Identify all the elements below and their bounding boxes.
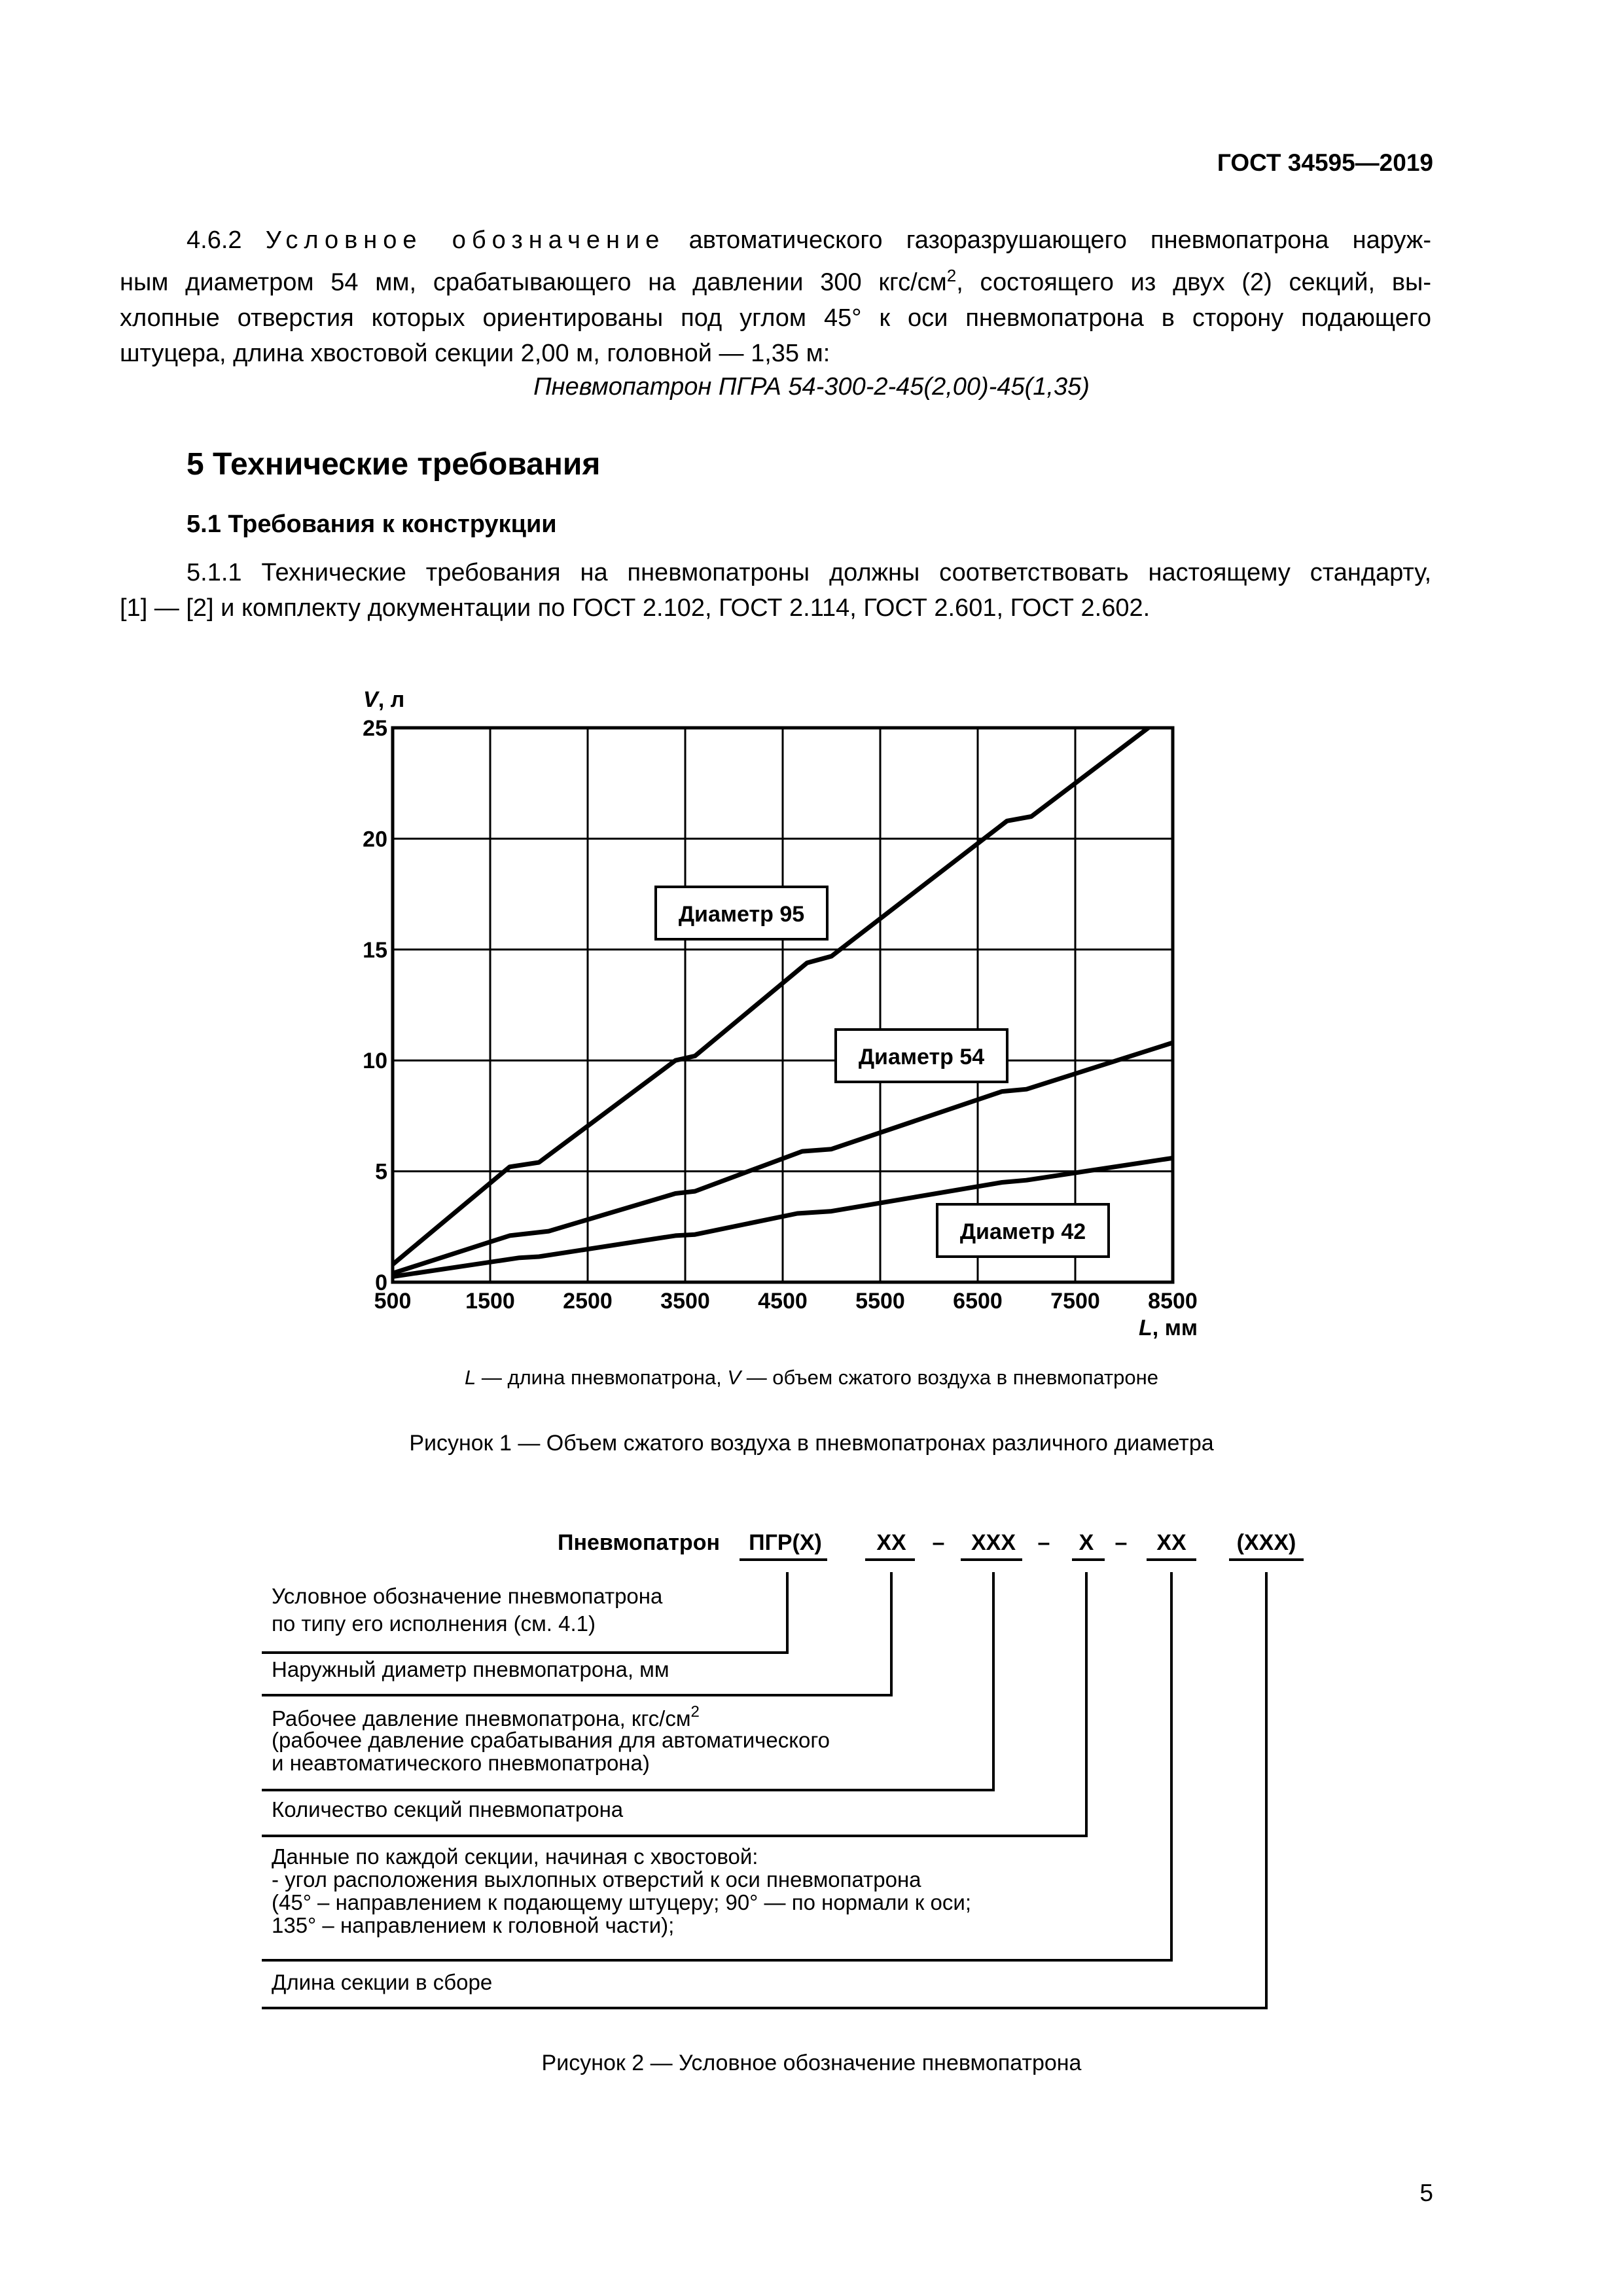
- clause-term: Условное обозначение: [265, 226, 666, 254]
- top-section-data: ХХ: [1156, 1530, 1186, 1555]
- x-tick-label: 3500: [660, 1289, 710, 1314]
- row5-line4: 135° – направлением к головной части);: [272, 1913, 675, 1937]
- row5-line3: (45° – направлением к подающему штуцеру; 90° — по нормали к оси;: [272, 1890, 971, 1914]
- top-type: ПГР(Х): [749, 1530, 822, 1555]
- row2: Наружный диаметр пневмопатрона, мм: [272, 1657, 669, 1681]
- p511-line-1: 5.1.1 Технические требования на пневмопатроны должны соответствовать настоящему стандарту,: [187, 559, 1431, 586]
- top-pressure: ХХХ: [971, 1530, 1016, 1555]
- top-sections: Х: [1079, 1530, 1094, 1555]
- y-tick-label: 20: [363, 827, 387, 852]
- x-tick-labels: [374, 1289, 1198, 1314]
- p511-line-2: [1] — [2] и комплекту документации по ГОСТ 2.102, ГОСТ 2.114, ГОСТ 2.601, ГОСТ 2.602.: [120, 594, 1150, 622]
- x-tick-label: 500: [374, 1289, 412, 1314]
- row1-line1: Условное обозначение пневмопатрона: [272, 1584, 663, 1608]
- row6: Длина секции в сборе: [272, 1970, 493, 1994]
- section-title: 5 Технические требования: [187, 447, 601, 482]
- series-line-d95: [393, 728, 1149, 1265]
- top-word: Пневмопатрон: [558, 1530, 720, 1555]
- x-tick-label: 7500: [1050, 1289, 1100, 1314]
- x-tick-label: 1500: [465, 1289, 515, 1314]
- clause-line-2: ным диаметром 54 мм, срабатывающего на давлении 300 кгс/$см^2$, состоящего из двух (2) секций, вы-: [120, 266, 1431, 296]
- x-tick-label: 6500: [953, 1289, 1003, 1314]
- x-axis-label: L, мм: [1139, 1316, 1198, 1340]
- label-d95: Диаметр 95: [678, 902, 805, 927]
- page-number: 5: [1419, 2179, 1433, 2206]
- row4: Количество секций пневмопатрона: [272, 1797, 624, 1821]
- standard-number: ГОСТ 34595—2019: [1217, 149, 1433, 176]
- designation-example: Пневмопатрон ПГРА 54-300-2-45(2,00)-45(1,35): [533, 373, 1090, 401]
- clause-number: 4.6.2: [187, 226, 242, 254]
- row3-line1: Рабочее давление пневмопатрона, кгс/$см^2$: [272, 1703, 700, 1731]
- y-tick-labels: [363, 716, 387, 1295]
- y-tick-label: 0: [375, 1270, 387, 1295]
- y-tick-label: 5: [375, 1159, 387, 1185]
- top-dash-1: –: [932, 1530, 945, 1555]
- y-axis-label: V, л: [363, 687, 405, 712]
- row1-line2: по типу его исполнения (см. 4.1): [272, 1611, 596, 1636]
- y-tick-label: 25: [363, 716, 387, 741]
- y-tick-label: 10: [363, 1049, 387, 1074]
- figure1-caption: Рисунок 1 — Объем сжатого воздуха в пневмопатронах различного диаметра: [409, 1431, 1214, 1456]
- row5-line1: Данные по каждой секции, начиная с хвостовой:: [272, 1844, 758, 1869]
- row3-line2: (рабочее давление срабатывания для автоматического: [272, 1728, 830, 1752]
- row5-line2: - угол расположения выхлопных отверстий к оси пневмопатрона: [272, 1867, 921, 1892]
- top-length: (ХХХ): [1236, 1530, 1296, 1555]
- clause-line-3: хлопные отверстия которых ориентированы под углом 45° к оси пневмопатрона в сторону подающего: [120, 304, 1431, 332]
- y-tick-label: 15: [363, 937, 387, 963]
- label-d42: Диаметр 42: [959, 1219, 1086, 1244]
- figure1-legend: L — длина пневмопатрона, V — объем сжатого воздуха в пневмопатроне: [465, 1366, 1158, 1389]
- x-tick-label: 8500: [1148, 1289, 1198, 1314]
- row3-line3: и неавтоматического пневмопатрона): [272, 1751, 650, 1775]
- top-dash-2: –: [1037, 1530, 1050, 1555]
- clause-line-4: штуцера, длина хвостовой секции 2,00 м, головной — 1,35 м:: [120, 339, 830, 367]
- figure2-caption: Рисунок 2 — Условное обозначение пневмопатрона: [541, 2051, 1082, 2075]
- designation-diagram: [0, 1505, 1623, 2029]
- x-tick-label: 2500: [563, 1289, 613, 1314]
- x-tick-label: 4500: [758, 1289, 808, 1314]
- x-tick-label: 5500: [855, 1289, 905, 1314]
- label-d54: Диаметр 54: [858, 1045, 985, 1069]
- subsection-title: 5.1 Требования к конструкции: [187, 511, 557, 538]
- top-diameter: ХХ: [876, 1530, 906, 1555]
- clause-text: автоматического газоразрушающего пневмопатрона наруж-: [688, 226, 1431, 254]
- top-dash-3: –: [1115, 1530, 1128, 1555]
- chart-grid: [393, 728, 1173, 1282]
